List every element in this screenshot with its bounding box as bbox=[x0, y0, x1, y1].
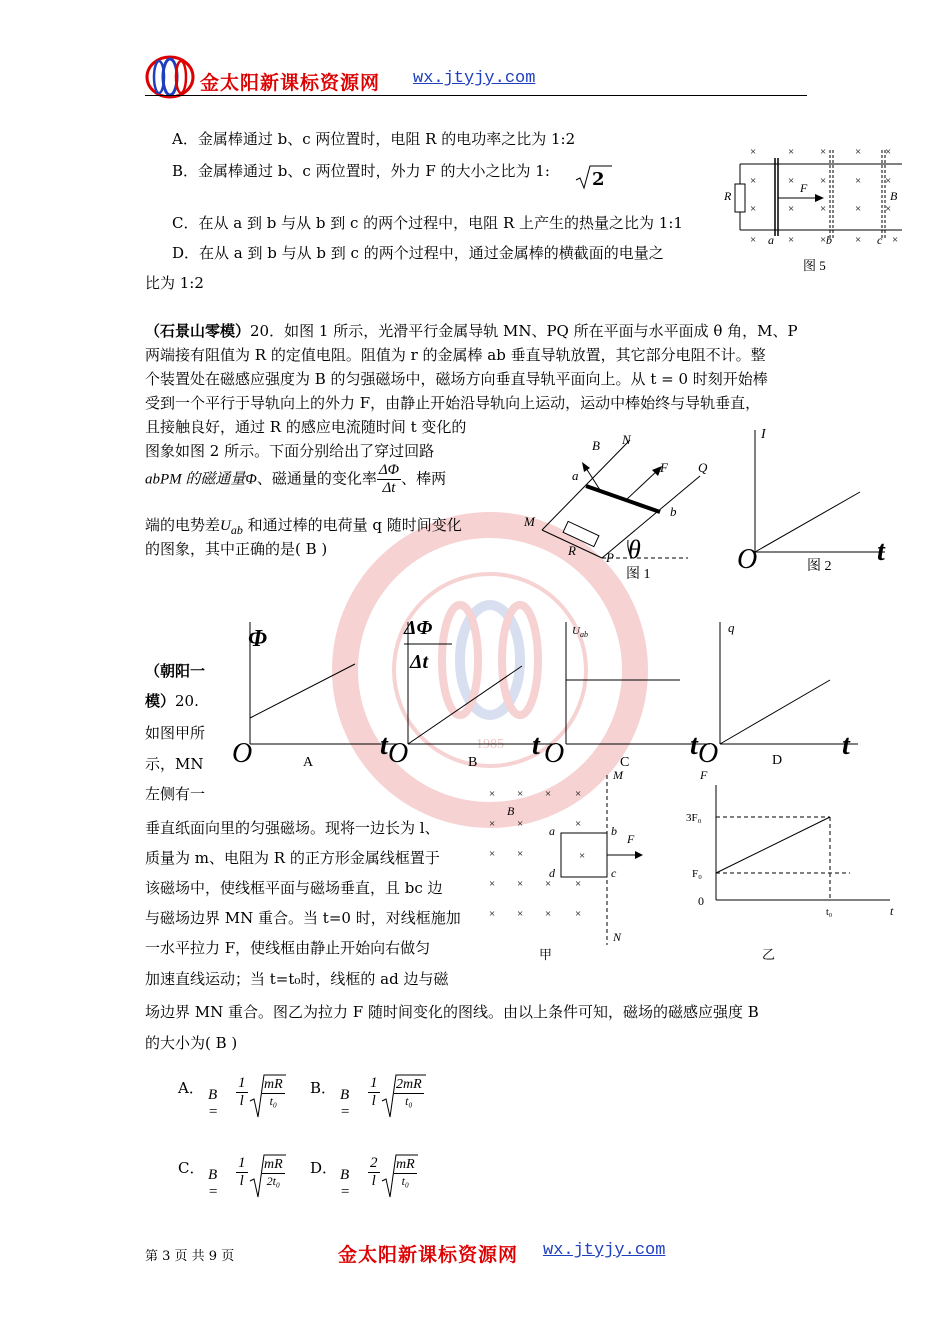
graph-c-O: O bbox=[544, 738, 565, 769]
fig1-P: P bbox=[606, 550, 614, 565]
svg-text:×: × bbox=[892, 234, 899, 246]
q20-sjs-line5: 且接触良好，通过 R 的感应电流随时间 t 变化的 bbox=[145, 418, 467, 436]
q20-cy-l6: 该磁场中，使线框平面与磁场垂直，且 bc 边 bbox=[145, 879, 443, 897]
graph-b-t: t bbox=[532, 730, 540, 761]
jia-F: F bbox=[627, 832, 635, 846]
svg-text:×: × bbox=[517, 878, 524, 890]
q20-sjs-line8 bbox=[145, 514, 462, 538]
fig1-M: M bbox=[524, 514, 535, 529]
graph-c-letter: C bbox=[620, 755, 630, 770]
option-b-text: B．金属棒通过 b、c 两位置时，外力 F 的大小之比为 1: bbox=[172, 162, 550, 180]
svg-text:×: × bbox=[517, 908, 524, 920]
jia-c: c bbox=[611, 866, 617, 880]
svg-text:×: × bbox=[575, 878, 582, 890]
q20-sjs-line9: 的图象，其中正确的是( B ) bbox=[145, 540, 328, 558]
q20-cy-source2: 模）20. bbox=[145, 692, 199, 710]
option-b bbox=[172, 160, 550, 181]
graph-b-ylabel-den: Δt bbox=[410, 651, 429, 673]
q20-sjs-rest: 、棒两 bbox=[401, 469, 447, 488]
fig5-a: a bbox=[768, 233, 774, 247]
yi-F0: F₀ bbox=[692, 868, 702, 880]
logo-icon bbox=[145, 55, 195, 100]
fig1-b: b bbox=[670, 504, 677, 519]
svg-text:×: × bbox=[885, 146, 892, 158]
yi-caption: 乙 bbox=[762, 947, 776, 962]
fig5-F: F bbox=[800, 181, 808, 195]
dphi-dt-fraction: $\frac{\Delta\Phi}{\Delta t}$ bbox=[378, 462, 400, 496]
svg-text:×: × bbox=[517, 818, 524, 830]
svg-text:×: × bbox=[885, 175, 892, 187]
fig5-b: b bbox=[826, 233, 832, 247]
jia-caption: 甲 bbox=[539, 947, 553, 962]
q20-sjs-line7 bbox=[145, 462, 446, 497]
q20-sjs-text1: 如图 1 所示，光滑平行金属导轨 MN、PQ 所在平面与水平面成 θ 角，M、P bbox=[284, 322, 798, 340]
svg-text:×: × bbox=[545, 878, 552, 890]
fig5-caption: 图 5 bbox=[803, 258, 826, 273]
q20-cy-l1: 如图甲所 bbox=[145, 724, 206, 742]
fig1-F: F bbox=[660, 460, 668, 475]
figure-1 bbox=[520, 428, 708, 588]
option-a: A．金属棒通过 b、c 两位置时，电阻 R 的电功率之比为 1:2 bbox=[172, 130, 576, 148]
q20-sjs-rate: 、磁通量的变化率 bbox=[256, 469, 377, 488]
q20-cy-l10: 场边界 MN 重合。图乙为拉力 F 随时间变化的图线。由以上条件可知，磁场的磁感应强度 B bbox=[145, 1003, 759, 1021]
svg-text:×: × bbox=[489, 818, 496, 830]
graph-d-ylabel: q bbox=[728, 620, 735, 635]
q20-sjs-line6: 图象如图 2 所示。下面分别给出了穿过回路 bbox=[145, 442, 435, 460]
figure-yi bbox=[680, 765, 900, 965]
q20-cy-l8: 一水平拉力 F，使线框由静止开始向右做匀 bbox=[145, 939, 431, 957]
svg-text:×: × bbox=[788, 203, 795, 215]
svg-text:×: × bbox=[855, 146, 862, 158]
svg-text:×: × bbox=[545, 788, 552, 800]
sqrt2-value: 2 bbox=[592, 169, 605, 190]
fig1-N: N bbox=[622, 432, 631, 447]
yi-F: F bbox=[700, 768, 708, 782]
fig2-caption: 图 2 bbox=[807, 559, 832, 574]
fig2-O: O bbox=[737, 544, 758, 575]
svg-text:×: × bbox=[820, 234, 827, 246]
svg-text:×: × bbox=[820, 146, 827, 158]
jia-b: b bbox=[611, 824, 617, 838]
uab-symbol: U bbox=[220, 518, 231, 534]
svg-text:×: × bbox=[750, 234, 757, 246]
svg-text:×: × bbox=[489, 908, 496, 920]
fig5-B: B bbox=[890, 189, 898, 203]
q20-sjs-line1 bbox=[145, 320, 798, 341]
watermark-year: 1985 bbox=[476, 737, 504, 752]
svg-text:×: × bbox=[517, 848, 524, 860]
uab-sub: ab bbox=[230, 523, 243, 537]
graph-b-O: O bbox=[388, 738, 409, 769]
jia-M: M bbox=[613, 768, 623, 782]
q20-cy-l2: 示，MN bbox=[145, 755, 204, 773]
svg-text:×: × bbox=[575, 788, 582, 800]
svg-text:×: × bbox=[575, 908, 582, 920]
graph-a-t: t bbox=[380, 730, 388, 761]
q20-sjs-line2: 两端接有阻值为 R 的定值电阻。阻值为 r 的金属棒 ab 垂直导轨放置，其它部分电阻不计。整 bbox=[145, 346, 766, 364]
q20-cy-source1: （朝阳一 bbox=[145, 662, 206, 680]
q20-cy-l11: 的大小为( B ) bbox=[145, 1034, 238, 1052]
graph-a-O: O bbox=[232, 738, 253, 769]
svg-text:×: × bbox=[855, 203, 862, 215]
figure-5 bbox=[720, 140, 905, 275]
yi-t: t bbox=[890, 904, 894, 918]
svg-text:×: × bbox=[579, 850, 586, 862]
q20-sjs-line4: 受到一个平行于导轨向上的外力 F，由静止开始沿导轨向上运动，运动中棒始终与导轨垂直， bbox=[145, 394, 761, 412]
fig1-caption: 图 1 bbox=[626, 567, 651, 582]
svg-text:×: × bbox=[855, 175, 862, 187]
fig1-theta: θ bbox=[628, 535, 641, 564]
footer-brand: 金太阳新课标资源网 bbox=[338, 1244, 519, 1266]
svg-text:×: × bbox=[489, 878, 496, 890]
q20-cy-l7: 与磁场边界 MN 重合。当 t=0 时，对线框施加 bbox=[145, 909, 461, 927]
yi-zero: 0 bbox=[698, 894, 704, 908]
figure-2 bbox=[735, 420, 895, 580]
header bbox=[145, 55, 810, 100]
jia-N: N bbox=[613, 930, 622, 944]
graph-b-ylabel-num: ΔΦ bbox=[404, 617, 433, 639]
header-url[interactable]: wx.jtyjy.com bbox=[413, 69, 536, 88]
graph-c-ylabel: $U_{ab}$ bbox=[572, 625, 588, 639]
graph-d-O: O bbox=[698, 738, 719, 769]
q20-cy-l3: 左侧有一 bbox=[145, 785, 206, 803]
fig5-c: c bbox=[877, 233, 883, 247]
svg-text:×: × bbox=[517, 788, 524, 800]
header-rule bbox=[145, 95, 807, 96]
svg-text:×: × bbox=[820, 203, 827, 215]
q20-sjs-charge: 和通过棒的电荷量 q 随时间变化 bbox=[242, 516, 462, 534]
q20-cy-l9: 加速直线运动；当 t=t₀时，线框的 ad 边与磁 bbox=[145, 970, 449, 988]
svg-text:×: × bbox=[489, 848, 496, 860]
q20-cy-l4: 垂直纸面向里的匀强磁场。现将一边长为 l、 bbox=[145, 819, 440, 837]
jia-d: d bbox=[549, 866, 555, 880]
q20-cy-l5: 质量为 m、电阻为 R 的正方形金属线框置于 bbox=[145, 849, 440, 867]
svg-text:×: × bbox=[575, 818, 582, 830]
svg-text:×: × bbox=[855, 234, 862, 246]
svg-text:×: × bbox=[820, 175, 827, 187]
fig5-R: R bbox=[724, 189, 732, 203]
fig2-I: I bbox=[761, 427, 766, 442]
yi-3F0: 3F₀ bbox=[686, 812, 702, 824]
option-c: C．在从 a 到 b 与从 b 到 c 的两个过程中，电阻 R 上产生的热量之比为 1:1 bbox=[172, 214, 683, 232]
header-brand: 金太阳新课标资源网 bbox=[200, 72, 381, 94]
svg-text:×: × bbox=[885, 203, 892, 215]
option-d-cont: 比为 1:2 bbox=[145, 274, 204, 292]
jia-a: a bbox=[549, 824, 555, 838]
svg-text:×: × bbox=[788, 234, 795, 246]
q20-sjs-abpm: abPM 的磁通量 bbox=[145, 471, 246, 488]
option-d: D．在从 a 到 b 与从 b 到 c 的两个过程中，通过金属棒的横截面的电量之 bbox=[172, 244, 664, 262]
svg-text:×: × bbox=[545, 908, 552, 920]
fig2-t: t bbox=[877, 536, 885, 567]
svg-text:×: × bbox=[788, 175, 795, 187]
q20-sjs-line3: 个装置处在磁感应强度为 B 的匀强磁场中，磁场方向垂直导轨平面向上。从 t = 0 时刻开始棒 bbox=[145, 370, 768, 388]
fig1-R: R bbox=[568, 543, 576, 558]
phi-symbol: Φ bbox=[245, 471, 257, 488]
jia-B: B bbox=[507, 804, 515, 818]
graph-a-letter: A bbox=[303, 755, 314, 770]
footer-url[interactable]: wx.jtyjy.com bbox=[543, 1241, 666, 1260]
fig1-a: a bbox=[572, 468, 579, 483]
graph-d-letter: D bbox=[772, 753, 783, 768]
graph-c-t: t bbox=[690, 730, 698, 761]
fig1-B: B bbox=[592, 438, 600, 453]
svg-text:×: × bbox=[750, 203, 757, 215]
sqrt2 bbox=[580, 168, 605, 190]
svg-text:×: × bbox=[750, 146, 757, 158]
q20-sjs-number: 20． bbox=[250, 322, 285, 340]
figure-jia bbox=[485, 765, 655, 965]
footer-page: 第 3 页 共 9 页 bbox=[145, 1249, 235, 1264]
svg-text:×: × bbox=[788, 146, 795, 158]
q20-sjs-emf: 端的电势差 bbox=[145, 516, 221, 534]
graph-a-ylabel: Φ bbox=[248, 626, 267, 652]
graph-d-t: t bbox=[842, 730, 850, 761]
svg-text:×: × bbox=[489, 788, 496, 800]
svg-text:×: × bbox=[750, 175, 757, 187]
fig1-Q: Q bbox=[698, 460, 708, 475]
graph-b-letter: B bbox=[468, 755, 478, 770]
option-graphs bbox=[230, 612, 895, 772]
yi-t0: t₀ bbox=[826, 907, 833, 918]
field-crosses bbox=[750, 146, 898, 246]
q20-sjs-source: （石景山零模） bbox=[145, 322, 251, 340]
